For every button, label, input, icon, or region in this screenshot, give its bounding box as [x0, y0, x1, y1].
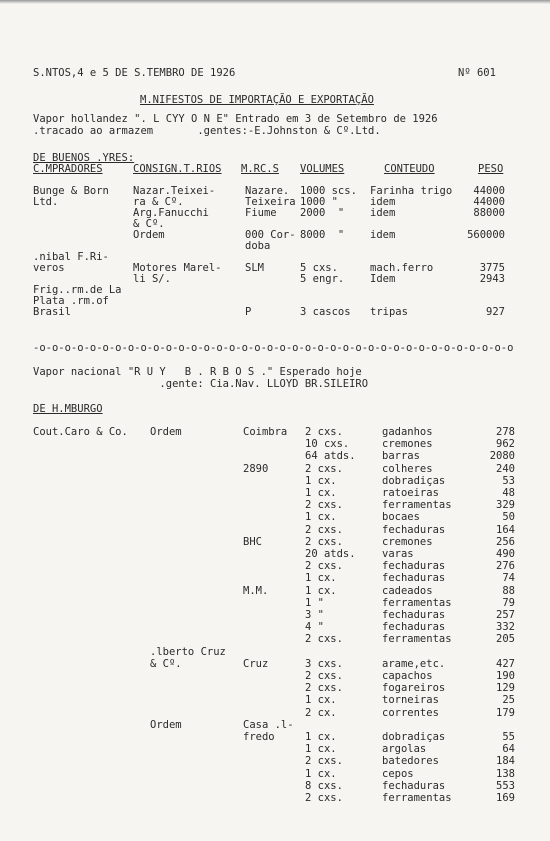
cell-consignatario: li S/.: [133, 273, 171, 285]
cell-peso: 50: [502, 511, 515, 524]
cell-peso: 2080: [489, 450, 515, 463]
cell-conteudo: Idem: [370, 273, 396, 285]
cell-peso: 25: [502, 694, 515, 707]
cell-marca: Coimbra: [243, 426, 288, 438]
cell-volumes: 5 cxs.: [300, 262, 338, 274]
cell-conteudo: idem: [370, 196, 396, 208]
cell-peso: 44000: [473, 185, 505, 197]
header-compradores: C.MPRADORES: [33, 163, 103, 175]
vessel2-line2: .gente: Cia.Nav. LLOYD BR.SILEIRO: [33, 378, 369, 390]
cell-peso: 257: [496, 609, 515, 621]
cell-marca: P: [245, 306, 252, 318]
cell-conteudo: cadeados: [382, 584, 433, 597]
cell-conteudo: correntes: [382, 706, 439, 719]
cell-volumes: 20 atds.: [305, 548, 356, 560]
cell-peso: 179: [496, 706, 515, 719]
cell-peso: 2943: [479, 273, 505, 285]
page-top-edge: [0, 0, 550, 4]
cell-conteudo: ferramentas: [382, 792, 452, 804]
section2-origin: DE H.MBURGO: [33, 403, 103, 415]
cell-peso: 79: [502, 596, 515, 609]
cell-conteudo: dobradiças: [382, 731, 446, 743]
cell-peso: 962: [496, 438, 515, 451]
cell-conteudo: fechaduras: [382, 609, 446, 621]
cell-volumes: 1 cx.: [305, 584, 337, 597]
header-conteudo: CONTEUDO: [384, 163, 435, 175]
cell-peso: 74: [502, 572, 515, 585]
cell-conteudo: cremones: [382, 438, 433, 451]
cell-marca: SLM: [245, 262, 264, 274]
cell-volumes: 1 cx.: [305, 694, 337, 707]
cell-peso: 332: [496, 621, 515, 634]
cell-conteudo: torneiras: [382, 694, 439, 707]
cell-peso: 205: [496, 633, 515, 646]
vessel1-line2: .tracado ao armazem .gentes:-E.Johnston & Cº.Ltd.: [33, 125, 381, 137]
vessel1-line1: Vapor hollandez ". L CYY O N E" Entrado em 3 de Setembro de 1926: [33, 113, 438, 125]
cell-peso: 88000: [473, 207, 505, 219]
cell-peso: 88: [502, 584, 515, 597]
cell-conteudo: capachos: [382, 670, 433, 682]
cell-marca: 000 Cor-: [245, 229, 296, 241]
cell-volumes: 1 cx.: [305, 474, 337, 487]
cell-volumes: 1 cx.: [305, 572, 337, 585]
cell-peso: 3775: [479, 262, 505, 274]
cell-volumes: 4 ": [305, 621, 324, 634]
cell-peso: 169: [496, 792, 515, 804]
cell-conteudo: Farinha trigo: [370, 185, 453, 197]
cell-volumes: 5 engr.: [300, 273, 345, 285]
cell-volumes: 3 ": [305, 609, 324, 621]
cell-comprador: Bunge & Born: [33, 185, 109, 197]
cell-marca: Cruz: [243, 657, 269, 670]
cell-peso: 490: [496, 548, 515, 560]
cell-comprador: veros: [33, 262, 65, 274]
cell-volumes: 8 cxs.: [305, 779, 343, 792]
cell-volumes: 64 atds.: [305, 450, 356, 463]
cell-peso: 53: [502, 474, 515, 487]
cell-peso: 329: [496, 499, 515, 512]
cell-volumes: 1 cx.: [305, 767, 337, 780]
cell-peso: 138: [496, 767, 515, 780]
cell-peso: 129: [496, 682, 515, 695]
cell-conteudo: fechaduras: [382, 560, 446, 573]
cell-volumes: 1000 scs.: [300, 185, 357, 197]
cell-volumes: 1 cx.: [305, 731, 337, 743]
cell-conteudo: barras: [382, 450, 420, 463]
cell-conteudo: batedores: [382, 755, 439, 768]
cell-volumes: 2 cxs.: [305, 426, 343, 438]
cell-conteudo: mach.ferro: [370, 262, 434, 274]
cell-consignatario: Ordem: [150, 426, 182, 438]
cell-conteudo: cremones: [382, 535, 433, 548]
vessel2-line1: Vapor nacional "R U Y B . R B O S ." Esperado hoje: [33, 366, 362, 378]
cell-comprador: Frig..rm.de La: [33, 284, 122, 296]
cell-conteudo: ferramentas: [382, 633, 452, 646]
cell-peso: 64: [502, 743, 515, 756]
document-title: M.NIFESTOS DE IMPORTAÇÃO E EXPORTAÇÃO: [140, 94, 374, 106]
cell-volumes: 3 cascos: [300, 306, 351, 318]
cell-consignatario: Nazar.Teixei-: [133, 185, 216, 197]
cell-peso: 927: [486, 306, 505, 318]
cell-peso: 427: [496, 657, 515, 670]
cell-marca: BHC: [243, 535, 262, 548]
cell-peso: 190: [496, 670, 515, 682]
cell-volumes: 2 cxs.: [305, 535, 343, 548]
cell-marca: Teixeira: [245, 196, 296, 208]
cell-consignatario: & Cº.: [150, 657, 182, 670]
cell-volumes: 1 cx.: [305, 511, 337, 524]
cell-conteudo: fechaduras: [382, 523, 446, 536]
cell-peso: 55: [502, 731, 515, 743]
cell-volumes: 2 cxs.: [305, 633, 343, 646]
header-volumes: VOLUMES: [300, 163, 345, 175]
cell-marca: Fiume: [245, 207, 277, 219]
cell-comprador: Brasil: [33, 306, 71, 318]
cell-marca: Nazare.: [245, 185, 290, 197]
cell-conteudo: cepos: [382, 767, 414, 780]
cell-conteudo: arame,etc.: [382, 657, 446, 670]
cell-conteudo: ferramentas: [382, 499, 452, 512]
cell-volumes: 8000 ": [300, 229, 345, 241]
cell-conteudo: tripas: [370, 306, 408, 318]
cell-peso: 48: [502, 487, 515, 499]
cell-volumes: 2 cxs.: [305, 560, 343, 573]
cell-consignatario: ra & Cº.: [133, 196, 184, 208]
cell-peso: 256: [496, 535, 515, 548]
cell-comprador: Ltd.: [33, 196, 59, 208]
cell-conteudo: idem: [370, 229, 396, 241]
cell-consignatario: Ordem: [133, 229, 165, 241]
cell-marca: 2890: [243, 462, 269, 475]
cell-volumes: 2 cxs.: [305, 792, 343, 804]
cell-marca: doba: [245, 240, 271, 252]
cell-volumes: 2 cxs.: [305, 670, 343, 682]
document-number: Nº 601: [458, 67, 496, 79]
cell-consignatario: Arg.Fanucchi: [133, 207, 209, 219]
cell-volumes: 1 cx.: [305, 487, 337, 499]
cell-consignatario: Ordem: [150, 718, 182, 731]
cell-consignatario: Motores Marel-: [133, 262, 222, 274]
cell-consignatario: & Cº.: [133, 218, 165, 230]
cell-conteudo: dobradiças: [382, 474, 446, 487]
header-peso: PESO: [478, 163, 504, 175]
cell-peso: 240: [496, 462, 515, 475]
cell-volumes: 2 cxs.: [305, 682, 343, 695]
cell-peso: 278: [496, 426, 515, 438]
cell-comprador: Cout.Caro & Co.: [33, 426, 128, 438]
cell-conteudo: fogareiros: [382, 682, 446, 695]
header-consignatarios: CONSIGN.T.RIOS: [133, 163, 222, 175]
cell-volumes: 1000 ": [300, 196, 338, 208]
cell-conteudo: bocaes: [382, 511, 420, 524]
cell-volumes: 2 cxs.: [305, 499, 343, 512]
cell-peso: 164: [496, 523, 515, 536]
cell-volumes: 1 cx.: [305, 743, 337, 756]
cell-volumes: 2 cxs.: [305, 462, 343, 475]
cell-conteudo: ratoeiras: [382, 487, 439, 499]
cell-marca: M.M.: [243, 584, 269, 597]
cell-peso: 560000: [467, 229, 505, 241]
cell-conteudo: fechaduras: [382, 572, 446, 585]
cell-peso: 553: [496, 779, 515, 792]
cell-conteudo: argolas: [382, 743, 427, 756]
cell-conteudo: varas: [382, 548, 414, 560]
cell-volumes: 2 cxs.: [305, 523, 343, 536]
cell-volumes: 3 cxs.: [305, 657, 343, 670]
cell-volumes: 2000 ": [300, 207, 345, 219]
cell-volumes: 2 cx.: [305, 706, 337, 719]
cell-comprador: .nibal F.Ri-: [33, 251, 109, 263]
cell-conteudo: fechaduras: [382, 621, 446, 634]
separator: -o-o-o-o-o-o-o-o-o-o-o-o-o-o-o-o-o-o-o-o-o-o-o-o-o-o-o-o-o-o-o-o-o-o-o-o-o-o: [33, 342, 514, 354]
cell-conteudo: colheres: [382, 462, 433, 475]
header-marcas: M.RC.S: [241, 163, 279, 175]
cell-peso: 44000: [473, 196, 505, 208]
cell-marca: fredo: [243, 731, 275, 743]
cell-consignatario: .lberto Cruz: [150, 645, 226, 658]
cell-marca: Casa .l-: [243, 718, 294, 731]
cell-volumes: 1 ": [305, 596, 324, 609]
cell-volumes: 10 cxs.: [305, 438, 350, 451]
cell-comprador: Plata .rm.of: [33, 295, 109, 307]
cell-conteudo: ferramentas: [382, 596, 452, 609]
cell-conteudo: idem: [370, 207, 396, 219]
place-date: S.NTOS,4 e 5 DE S.TEMBRO DE 1926: [33, 67, 236, 79]
cell-conteudo: gadanhos: [382, 426, 433, 438]
cell-volumes: 2 cxs.: [305, 755, 343, 768]
section1-origin: DE BUENOS .YRES:: [33, 152, 135, 164]
cell-peso: 276: [496, 560, 515, 573]
cell-conteudo: fechaduras: [382, 779, 446, 792]
cell-peso: 184: [496, 755, 515, 768]
